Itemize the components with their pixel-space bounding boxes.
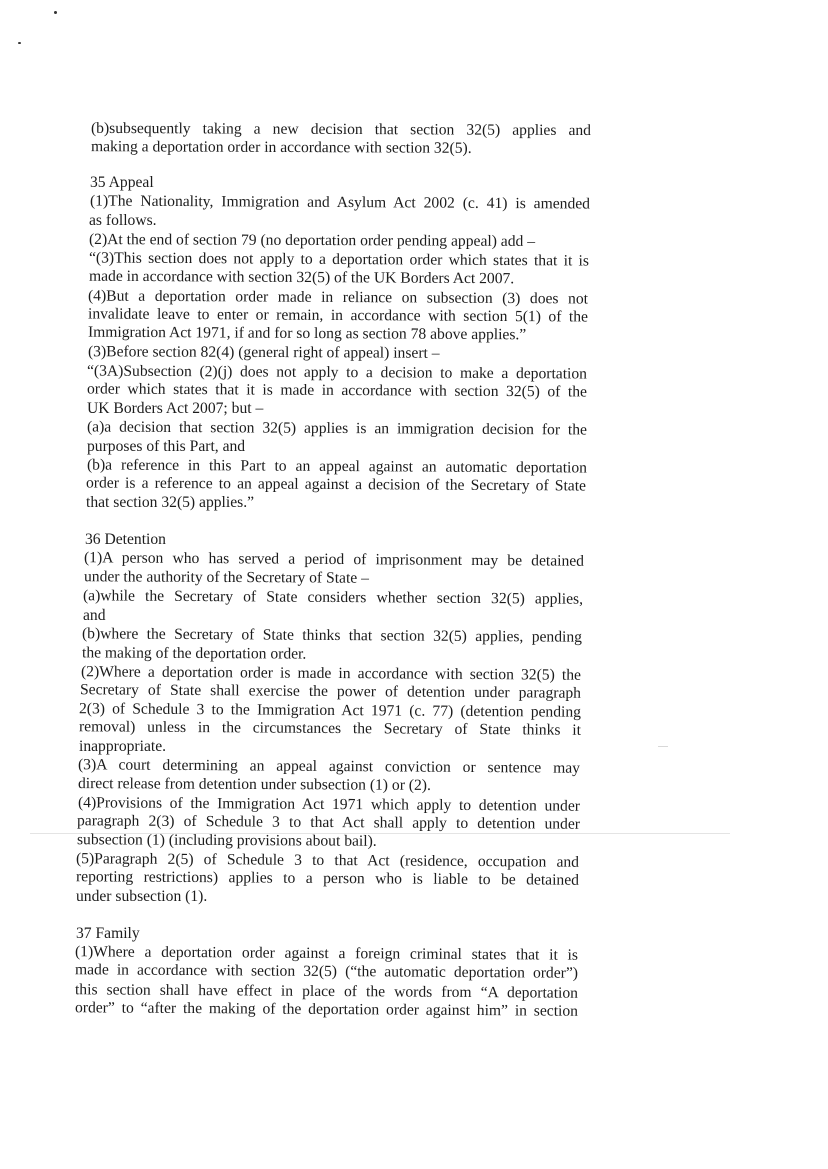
text-line: inappropriate.: [79, 738, 167, 755]
text-line: (a)a decision that section 32(5) applies is an immigration decision for the: [86, 418, 588, 439]
text-line: (4)Provisions of the Immigration Act 1971 which apply to detention under: [77, 794, 581, 815]
text-line: (b)where the Secretary of State thinks that section 32(5) applies, pending: [81, 625, 583, 646]
text-line: purposes of this Part, and: [87, 438, 246, 455]
section-heading: 37 Family: [76, 925, 140, 942]
text-line: (b)a reference in this Part to an appeal against an automatic deportation: [86, 456, 588, 477]
text-line: (3)A court determining an appeal against conviction or sentence may: [77, 756, 581, 777]
text-line: under the authority of the Secretary of State –: [83, 568, 369, 587]
text-line: (1)The Nationality, Immigration and Asylum Act 2002 (c. 41) is amended: [89, 192, 591, 213]
text-line: (2)At the end of section 79 (no deportation order pending appeal) add –: [88, 231, 536, 250]
text-line: paragraph 2(3) of Schedule 3 to that Act shall apply to detention under: [76, 812, 581, 833]
text-line: and: [83, 607, 106, 624]
text-line: made in accordance with section 32(5) of the UK Borders Act 2007.: [88, 267, 515, 288]
text-line: (4)But a deportation order made in reliance on subsection (3) does not: [87, 287, 589, 308]
text-line: order which states that it is made in accordance with section 32(5) of the: [86, 380, 588, 401]
text-line: “(3A)Subsection (2)(j) does not apply to a decision to make a deportation: [86, 362, 588, 383]
text-line: subsection (1) (including provisions about bail).: [76, 831, 377, 850]
text-line: (1)A person who has served a period of imprisonment may be detained: [83, 549, 585, 570]
text-line: direct release from detention under subsection (1) or (2).: [77, 775, 431, 794]
text-line: as follows.: [89, 212, 157, 229]
text-line: order is a reference to an appeal against a decision of the Secretary of State: [85, 474, 587, 495]
text-line: UK Borders Act 2007; but –: [87, 400, 264, 417]
text-line: Secretary of State shall exercise the power of detention under paragraph: [79, 681, 582, 702]
text-line: Immigration Act 1971, if and for so long as section 78 above applies.”: [87, 323, 527, 344]
text-line: making a deportation order in accordance with section 32(5).: [90, 138, 472, 157]
text-line: (5)Paragraph 2(5) of Schedule 3 to that Act (residence, occupation and: [75, 850, 580, 871]
section-heading: 35 Appeal: [90, 174, 154, 191]
text-line: under subsection (1).: [76, 888, 208, 905]
text-line: (2)Where a deportation order is made in accordance with section 32(5) the: [80, 663, 582, 684]
text-line: order” to “after the making of the deportation order against him” in section: [74, 999, 579, 1020]
text-line: (3)Before section 82(4) (general right of appeal) insert –: [87, 343, 440, 362]
text-line: this section shall have effect in place of the words from “A deportation: [74, 981, 579, 1002]
text-line: reporting restrictions) applies to a person who is liable to be detained: [75, 868, 580, 889]
text-line: “(3)This section does not apply to a deportation order which states that it is: [88, 249, 590, 270]
text-line: made in accordance with section 32(5) (“the automatic deportation order”): [74, 961, 579, 982]
text-line: invalidate leave to enter or remain, in accordance with section 5(1) of the: [87, 305, 589, 326]
section-heading: 36 Detention: [85, 531, 166, 548]
text-line: removal) unless in the circumstances the Secretary of State thinks it: [78, 718, 582, 739]
text-line: (b)subsequently taking a new decision that section 32(5) applies and: [90, 119, 592, 140]
text-line: (a)while the Secretary of State considers whether section 32(5) applies,: [82, 587, 584, 608]
text-line: 2(3) of Schedule 3 to the Immigration Act 1971 (c. 77) (detention pending: [78, 700, 582, 721]
text-line: (1)Where a deportation order against a foreign criminal states that it is: [74, 943, 579, 964]
text-line: the making of the deportation order.: [81, 644, 307, 663]
text-line: that section 32(5) applies.”: [86, 494, 255, 511]
